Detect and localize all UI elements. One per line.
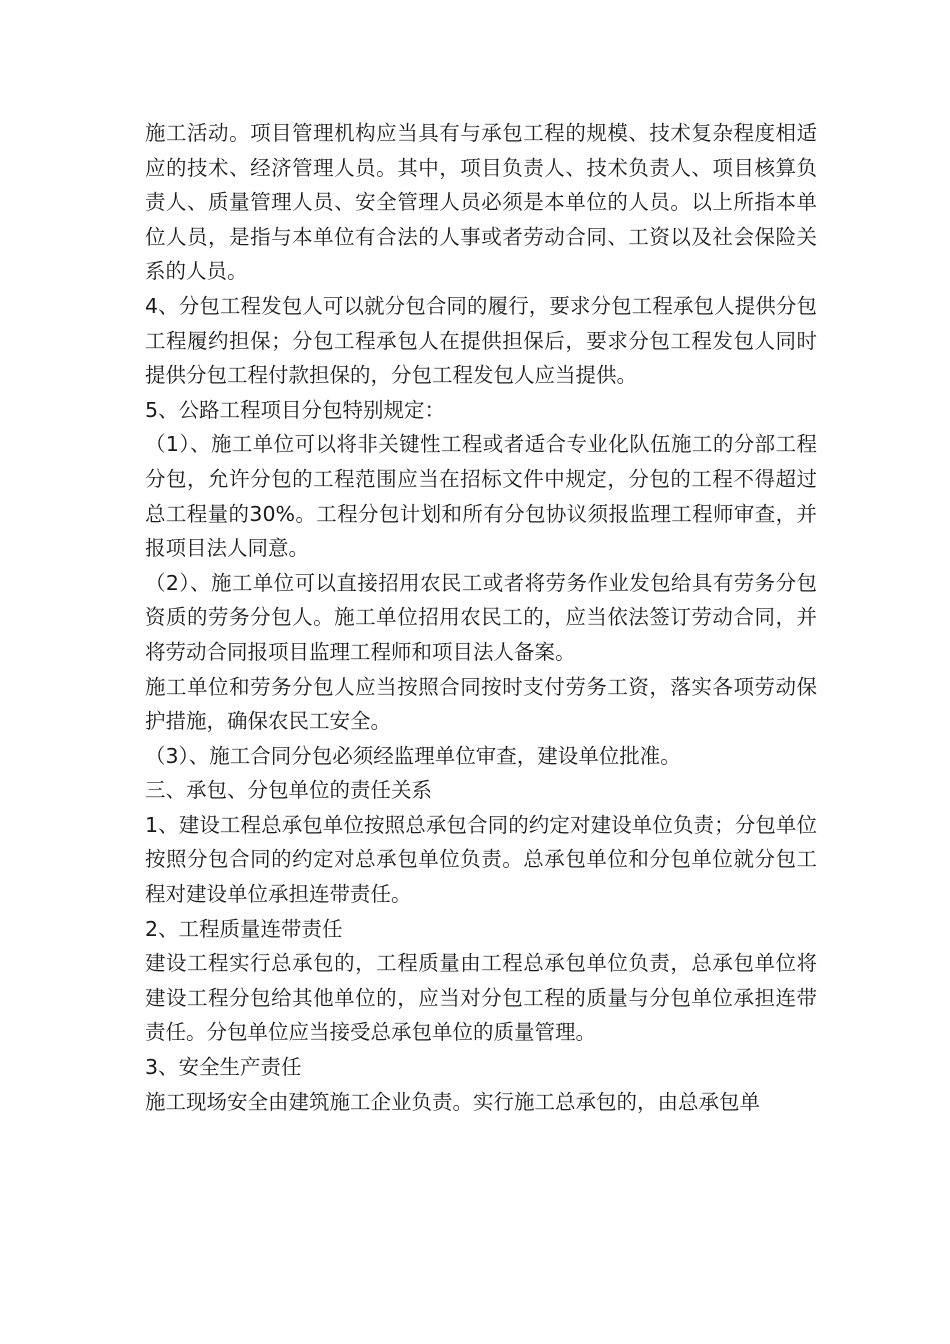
heading-quality-liability: 2、工程质量连带责任: [145, 916, 343, 941]
paragraph-joint-liability: 1、建设工程总承包单位按照总承包合同的约定对建设单位负责；分包单位按照分包合同的约定对总承包单位负责。总承包单位和分包单位就分包工程对建设单位承担连带责任。: [145, 812, 817, 907]
paragraph-quality-liability: 建设工程实行总承包的，工程质量由工程总承包单位负责，总承包单位将建设工程分包给其他单位的，应当对分包工程的质量与分包单位承担连带责任。分包单位应当接受总承包单位的质量管理。: [145, 951, 817, 1045]
paragraph-rule-1: （1）、施工单位可以将非关键性工程或者适合专业化队伍施工的分部工程分包，允许分包的工程范围应当在招标文件中规定，分包的工程不得超过总工程量的30%。工程分包计划和所有分包协议须报监理工程师审查，并报项目法人同意。: [145, 432, 817, 561]
document-body: [145, 116, 817, 1119]
paragraph-rule-3: （3）、施工合同分包必须经监理单位审查，建设单位批准。: [145, 743, 681, 768]
heading-safety-responsibility: 3、安全生产责任: [145, 1055, 302, 1080]
heading-highway-subcontract-rules: 5、公路工程项目分包特别规定：: [145, 397, 446, 422]
paragraph-labor-wages: 施工单位和劳务分包人应当按照合同按时支付劳务工资，落实各项劳动保护措施，确保农民工安全。: [145, 674, 817, 734]
paragraph-site-safety: 施工现场安全由建筑施工企业负责。实行施工总承包的，由总承包单: [145, 1089, 760, 1114]
heading-responsibility-relations: 三、承包、分包单位的责任关系: [145, 778, 432, 803]
paragraph-project-management: 施工活动。项目管理机构应当具有与承包工程的规模、技术复杂程度相适应的技术、经济管理人员。其中，项目负责人、技术负责人、项目核算负责人、质量管理人员、安全管理人员必须是本单位的人员。以上所指本单位人员，是指与本单位有合法的人事或者劳动合同、工资以及社会保险关系的人员。: [145, 121, 817, 284]
paragraph-performance-guarantee: 4、分包工程发包人可以就分包合同的履行，要求分包工程承包人提供分包工程履约担保；分包工程承包人在提供担保后，要求分包工程发包人同时提供分包工程付款担保的，分包工程发包人应当提供。: [145, 293, 817, 388]
paragraph-rule-2: （2）、施工单位可以直接招用农民工或者将劳务作业发包给具有劳务分包资质的劳务分包人。施工单位招用农民工的，应当依法签订劳动合同，并将劳动合同报项目监理工程师和项目法人备案。: [145, 570, 817, 664]
